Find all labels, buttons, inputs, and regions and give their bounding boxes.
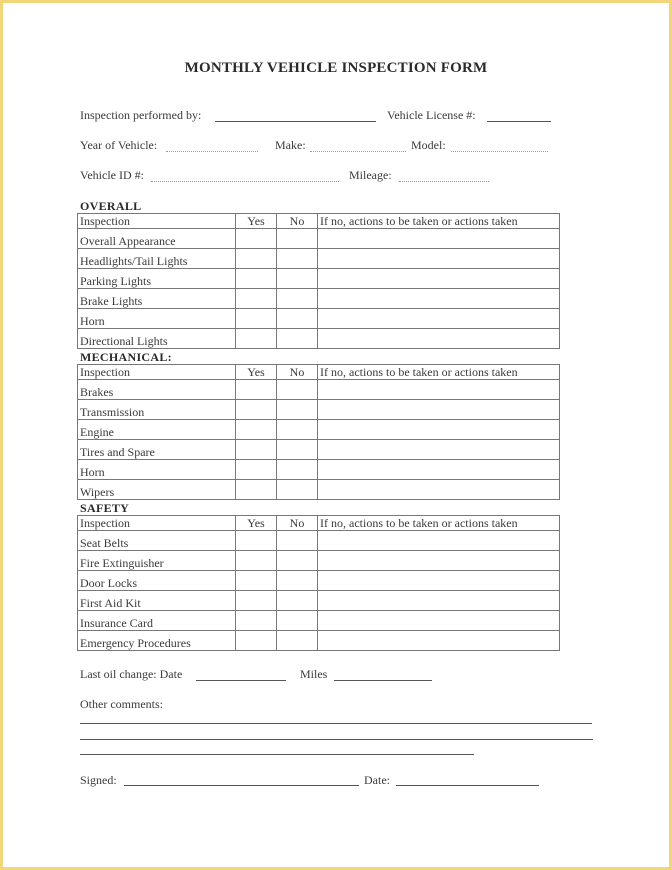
date-label: Date: [364, 773, 390, 787]
header-inspection: Inspection [78, 516, 236, 531]
yes-cell[interactable] [236, 480, 277, 500]
table-header-row [78, 214, 560, 229]
no-cell[interactable] [277, 571, 318, 591]
year-label: Year of Vehicle: [80, 138, 158, 152]
no-cell[interactable] [277, 309, 318, 329]
miles-label: Miles [300, 667, 328, 681]
section-title-overall: OVERALL [80, 199, 142, 213]
vehicle-id-field[interactable] [151, 181, 339, 182]
yes-cell[interactable] [236, 289, 277, 309]
actions-cell[interactable] [318, 289, 560, 309]
item-label: Horn [78, 460, 236, 480]
vehicle-id-label: Vehicle ID #: [80, 168, 144, 182]
header-no: No [277, 516, 318, 531]
yes-cell[interactable] [236, 460, 277, 480]
model-field[interactable] [451, 151, 548, 152]
table-row [78, 420, 560, 440]
actions-cell[interactable] [318, 460, 560, 480]
no-cell[interactable] [277, 631, 318, 651]
yes-cell[interactable] [236, 380, 277, 400]
table-row [78, 460, 560, 480]
item-label: First Aid Kit [78, 591, 236, 611]
header-no: No [277, 365, 318, 380]
table-row [78, 480, 560, 500]
no-cell[interactable] [277, 480, 318, 500]
item-label: Engine [78, 420, 236, 440]
license-label: Vehicle License #: [387, 108, 476, 122]
actions-cell[interactable] [318, 229, 560, 249]
actions-cell[interactable] [318, 380, 560, 400]
table-row [78, 329, 560, 349]
item-label: Insurance Card [78, 611, 236, 631]
oil-change-label: Last oil change: Date [80, 667, 183, 681]
actions-cell[interactable] [318, 480, 560, 500]
actions-cell[interactable] [318, 551, 560, 571]
table-row [78, 571, 560, 591]
actions-cell[interactable] [318, 631, 560, 651]
comments-line-2[interactable] [80, 739, 593, 740]
form-title: MONTHLY VEHICLE INSPECTION FORM [184, 60, 488, 76]
item-label: Fire Extinguisher [78, 551, 236, 571]
yes-cell[interactable] [236, 229, 277, 249]
header-actions: If no, actions to be taken or actions taken [318, 365, 560, 380]
actions-cell[interactable] [318, 531, 560, 551]
actions-cell[interactable] [318, 571, 560, 591]
signature-field[interactable] [124, 785, 359, 786]
no-cell[interactable] [277, 531, 318, 551]
table-row [78, 531, 560, 551]
year-field[interactable] [166, 151, 258, 152]
table-row [78, 269, 560, 289]
no-cell[interactable] [277, 400, 318, 420]
actions-cell[interactable] [318, 400, 560, 420]
yes-cell[interactable] [236, 631, 277, 651]
performed-by-label: Inspection performed by: [80, 108, 202, 122]
no-cell[interactable] [277, 551, 318, 571]
no-cell[interactable] [277, 229, 318, 249]
yes-cell[interactable] [236, 611, 277, 631]
table-header-row [78, 365, 560, 380]
mechanical-table [77, 364, 560, 500]
comments-label: Other comments: [80, 697, 163, 711]
performed-by-field[interactable] [215, 121, 376, 122]
actions-cell[interactable] [318, 309, 560, 329]
signed-label: Signed: [80, 773, 117, 787]
table-row [78, 400, 560, 420]
header-yes: Yes [236, 516, 277, 531]
table-row [78, 611, 560, 631]
item-label: Parking Lights [78, 269, 236, 289]
actions-cell[interactable] [318, 269, 560, 289]
yes-cell[interactable] [236, 420, 277, 440]
table-row [78, 631, 560, 651]
header-yes: Yes [236, 214, 277, 229]
section-title-safety: SAFETY [80, 501, 130, 515]
item-label: Door Locks [78, 571, 236, 591]
table-row [78, 380, 560, 400]
yes-cell[interactable] [236, 440, 277, 460]
header-inspection: Inspection [78, 365, 236, 380]
item-label: Overall Appearance [78, 229, 236, 249]
model-label: Model: [411, 138, 446, 152]
license-field[interactable] [487, 121, 551, 122]
table-row [78, 591, 560, 611]
table-row [78, 309, 560, 329]
no-cell[interactable] [277, 440, 318, 460]
make-label: Make: [275, 138, 306, 152]
yes-cell[interactable] [236, 551, 277, 571]
item-label: Brakes [78, 380, 236, 400]
header-actions: If no, actions to be taken or actions taken [318, 516, 560, 531]
table-header-row [78, 516, 560, 531]
actions-cell[interactable] [318, 591, 560, 611]
header-actions: If no, actions to be taken or actions taken [318, 214, 560, 229]
safety-table [77, 515, 560, 651]
no-cell[interactable] [277, 611, 318, 631]
comments-line-1[interactable] [80, 723, 592, 724]
item-label: Transmission [78, 400, 236, 420]
item-label: Headlights/Tail Lights [78, 249, 236, 269]
header-inspection: Inspection [78, 214, 236, 229]
actions-cell[interactable] [318, 440, 560, 460]
make-field[interactable] [310, 151, 406, 152]
actions-cell[interactable] [318, 249, 560, 269]
no-cell[interactable] [277, 289, 318, 309]
item-label: Horn [78, 309, 236, 329]
yes-cell[interactable] [236, 269, 277, 289]
oil-change-date-field[interactable] [196, 680, 286, 681]
item-label: Directional Lights [78, 329, 236, 349]
mileage-field[interactable] [399, 181, 489, 182]
overall-table [77, 213, 560, 349]
yes-cell[interactable] [236, 309, 277, 329]
comments-line-3[interactable] [80, 754, 474, 755]
actions-cell[interactable] [318, 329, 560, 349]
table-row [78, 249, 560, 269]
no-cell[interactable] [277, 460, 318, 480]
item-label: Tires and Spare [78, 440, 236, 460]
signature-date-field[interactable] [396, 785, 539, 786]
no-cell[interactable] [277, 591, 318, 611]
table-row [78, 440, 560, 460]
yes-cell[interactable] [236, 591, 277, 611]
table-row [78, 551, 560, 571]
yes-cell[interactable] [236, 400, 277, 420]
section-title-mechanical: MECHANICAL: [80, 350, 172, 364]
no-cell[interactable] [277, 249, 318, 269]
header-yes: Yes [236, 365, 277, 380]
mileage-label: Mileage: [349, 168, 392, 182]
yes-cell[interactable] [236, 329, 277, 349]
yes-cell[interactable] [236, 249, 277, 269]
header-no: No [277, 214, 318, 229]
actions-cell[interactable] [318, 611, 560, 631]
item-label: Brake Lights [78, 289, 236, 309]
yes-cell[interactable] [236, 531, 277, 551]
item-label: Wipers [78, 480, 236, 500]
oil-change-miles-field[interactable] [334, 680, 432, 681]
no-cell[interactable] [277, 269, 318, 289]
no-cell[interactable] [277, 420, 318, 440]
item-label: Emergency Procedures [78, 631, 236, 651]
no-cell[interactable] [277, 329, 318, 349]
table-row [78, 229, 560, 249]
yes-cell[interactable] [236, 571, 277, 591]
actions-cell[interactable] [318, 420, 560, 440]
table-row [78, 289, 560, 309]
no-cell[interactable] [277, 380, 318, 400]
item-label: Seat Belts [78, 531, 236, 551]
